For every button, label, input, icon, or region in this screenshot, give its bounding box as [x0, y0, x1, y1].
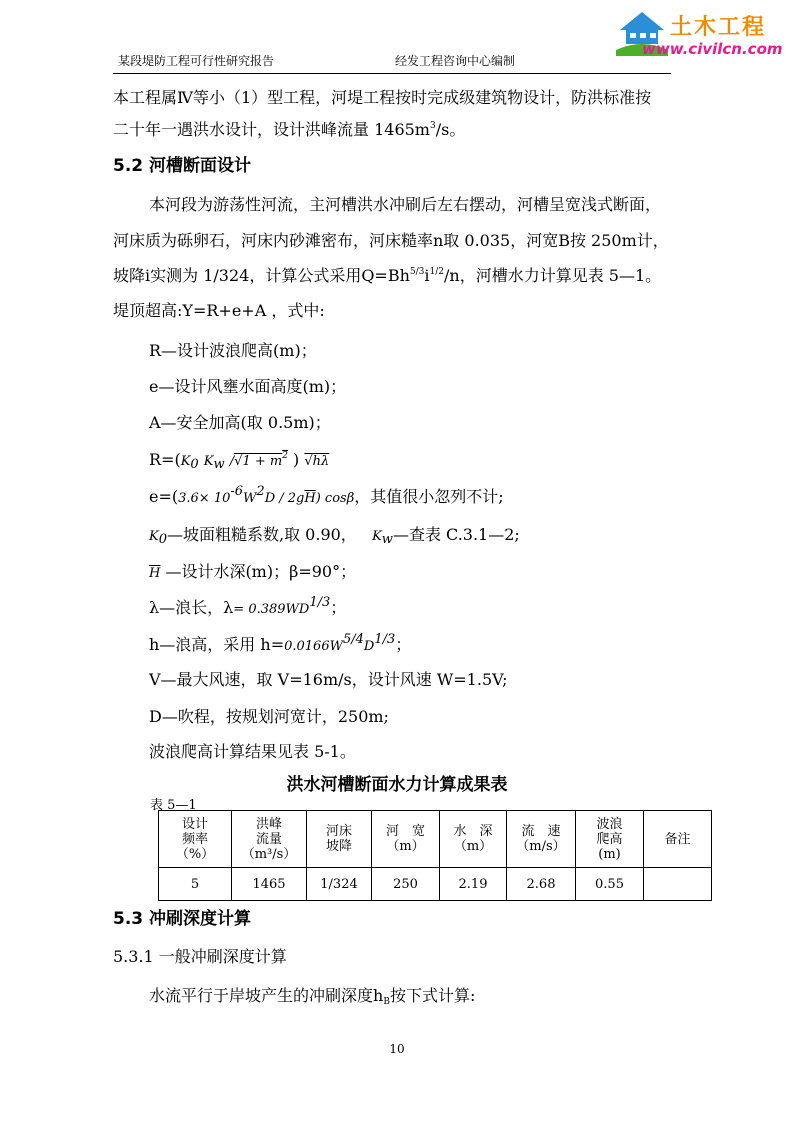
logo-text: 土木工程	[670, 15, 767, 40]
table-cell: 5	[159, 868, 232, 901]
paragraph-line: 本工程属Ⅳ等小（1）型工程，河堤工程按时完成级建筑物设计，防洪标准按	[113, 88, 652, 107]
table-title: 洪水河槽断面水力计算成果表	[286, 775, 508, 795]
paragraph-line: 波浪爬高计算结果见表 5-1。	[149, 742, 356, 761]
paragraph-line: 堤顶超高:Y=R+e+A ，式中:	[113, 301, 325, 320]
header-editor: 经发工程咨询中心编制	[395, 54, 516, 68]
table-cell: 250	[372, 868, 440, 901]
formula-r: $R=(K_0$ $K_w$ $/√1 + m^2$ ) √hλ	[149, 450, 330, 472]
table-cell: 2.19	[440, 868, 507, 901]
paragraph-line: 水流平行于岸坡产生的冲刷深度$h_B$按下式计算:	[149, 986, 476, 1007]
definition-wave-height: h—浪高，采用 $h=0.0166W^{5/4}D^{1/3}$；	[149, 632, 412, 654]
definition-h-bar: $\overline{H}$ —设计水深(m)；β=90°；	[149, 562, 357, 581]
header-rule	[113, 73, 671, 74]
table-cell: 1465	[232, 868, 307, 901]
header-cell-width: 河 宽 （m）	[372, 811, 440, 868]
header-report-title: 某段堤防工程可行性研究报告	[118, 54, 275, 68]
table-header-row	[159, 811, 712, 868]
header-cell-wave-runup: 波浪 爬高 (m)	[576, 811, 644, 868]
paragraph-line: 本河段为游荡性河流，主河槽洪水冲刷后左右摆动，河槽呈宽浅式断面，	[149, 195, 662, 214]
definition-d: D—吹程，按规划河宽计，250m;	[149, 707, 389, 726]
header-cell-frequency: 设计 频率 （%）	[159, 811, 232, 868]
header-cell-remarks: 备注	[644, 811, 712, 868]
page-number: 10	[389, 1042, 405, 1056]
paragraph-line: 坡降i实测为 1/324，计算公式采用$Q=Bh^{5/3}i^{1/2}/n$，河槽水力计算见表 5—1。	[113, 266, 662, 285]
header-cell-depth: 水 深 （m）	[440, 811, 507, 868]
table-cell	[644, 868, 712, 901]
definition-r: R—设计波浪爬高(m)；	[149, 341, 317, 360]
paragraph-line: 二十年一遇洪水设计，设计洪峰流量 $1465m^3/s$。	[113, 120, 466, 139]
header-cell-peak-flow: 洪峰 流量 （m³/s）	[232, 811, 307, 868]
table-cell: 0.55	[576, 868, 644, 901]
definition-lambda: λ—浪长，$\lambda= 0.389WD^{1/3}$；	[149, 595, 347, 617]
hydraulic-results-table	[158, 810, 712, 901]
subsection-heading-5-3-1: 5.3.1 一般冲刷深度计算	[113, 947, 287, 966]
header-cell-velocity: 流 速 （m/s）	[507, 811, 576, 868]
definition-e: e—设计风壅水面高度(m)；	[149, 377, 347, 396]
header-cell-slope: 河床 坡降	[307, 811, 372, 868]
site-logo[interactable]	[614, 8, 784, 60]
paragraph-line: 河床质为砾卵石，河床内砂滩密布，河床糙率n取 0.035，河宽B按 250m计，	[113, 231, 669, 250]
section-heading-5-2: 5.2 河槽断面设计	[113, 156, 252, 176]
table-cell: 1/324	[307, 868, 372, 901]
table-row	[159, 868, 712, 901]
definition-v: V—最大风速，取 V=16m/s，设计风速 W=1.5V;	[149, 670, 508, 689]
table-cell: 2.68	[507, 868, 576, 901]
table-label: 表 5—1	[150, 798, 197, 813]
logo-url[interactable]: www.civilcn.com	[642, 40, 783, 58]
formula-e: $e=(3.6\times 10^{-6}W^2D / 2g\overline{H})$ cosβ，其值很小忽列不计;	[149, 484, 504, 506]
section-heading-5-3: 5.3 冲刷深度计算	[113, 909, 252, 929]
definition-k0-kw: $K_0—$坡面粗糙系数,取 0.90， $K_w—$查表 C.3.1—2;	[149, 525, 520, 547]
definition-a: A—安全加高(取 0.5m)；	[149, 413, 331, 432]
